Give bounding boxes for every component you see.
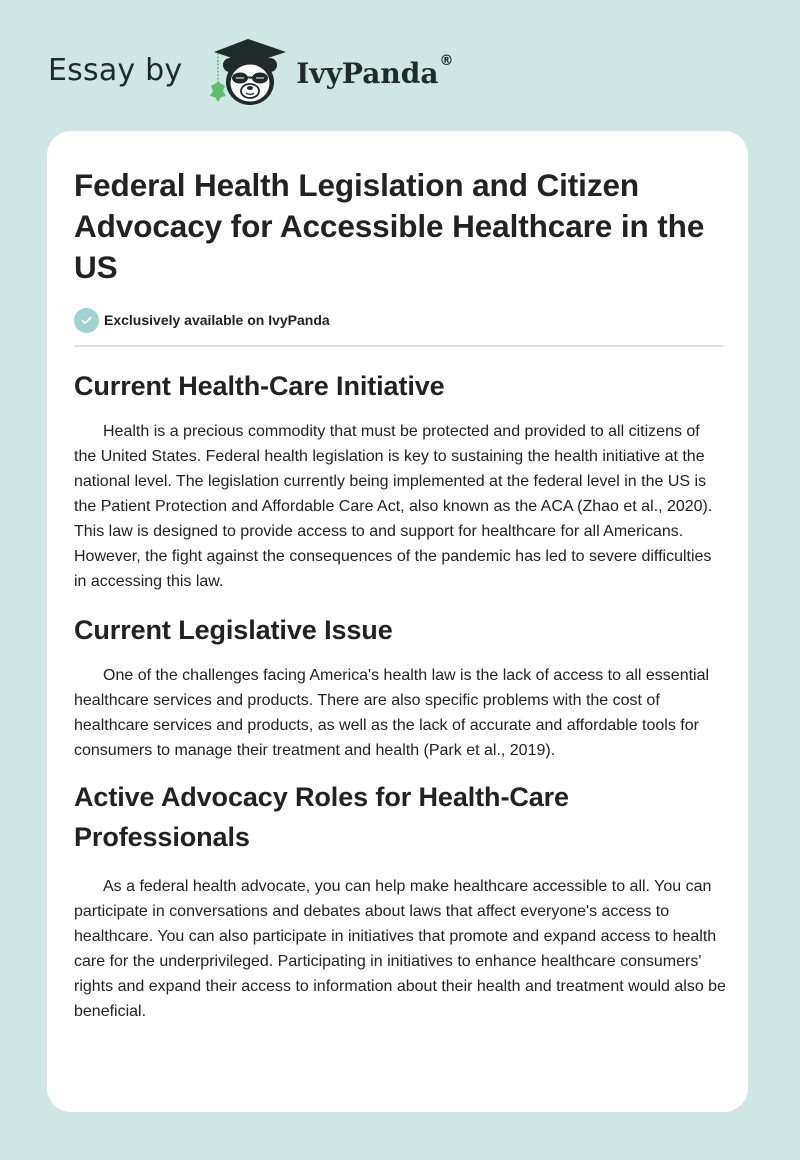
exclusive-badge bbox=[74, 308, 722, 332]
article-card bbox=[47, 131, 748, 1112]
check-circle-icon bbox=[74, 308, 99, 333]
section-current-health-care-initiative bbox=[74, 366, 722, 594]
section-paragraph: Health is a precious commodity that must be protected and provided to all citizens of the United States. Federal health legislation is key to sustaining the health initiative at the national level. The legislation currently being implemented at the federal level in the US is the Patient Protection and Affordable Care Act, also known as the ACA (Zhao et al., 2020). This law is designed to provide access to and support for healthcare for all Americans. However, the fight against the consequences of the pandemic has led to severe difficulties in accessing this law. bbox=[74, 423, 713, 590]
panda-logo-icon bbox=[200, 35, 290, 109]
article-title: Federal Health Legislation and Citizen Advocacy for Accessible Healthcare in the US bbox=[74, 167, 705, 285]
brand-header bbox=[48, 36, 453, 108]
brand-prefix: Essay by bbox=[48, 52, 183, 88]
section-paragraph: One of the challenges facing America's health law is the lack of access to all essential healthcare services and products. There are also specific problems with the cost of healthcare services and products, as well as the lack of accurate and affordable tools for consumers to manage their treatment and health (Park et al., 2019). bbox=[74, 667, 710, 759]
brand-name: IvyPanda® bbox=[296, 52, 454, 90]
section-heading: Current Health-Care Initiative bbox=[74, 371, 445, 401]
section-heading: Current Legislative Issue bbox=[74, 615, 393, 645]
title-divider bbox=[74, 345, 723, 347]
section-paragraph: As a federal health advocate, you can help make healthcare accessible to all. You can participate in conversations and debates about laws that affect everyone's access to healthcare. You can also participate in initiatives that promote and expand access to health care for the underprivileged. Participating in initiatives to enhance healthcare consumers' rights and expand their access to information about their health and treatment would also be beneficial. bbox=[74, 878, 726, 1020]
section-active-advocacy-roles bbox=[74, 777, 726, 1024]
registered-mark: ® bbox=[439, 52, 454, 69]
section-heading: Active Advocacy Roles for Health-Care Professionals bbox=[74, 782, 569, 852]
exclusive-label: Exclusively available on IvyPanda bbox=[104, 312, 330, 328]
section-current-legislative-issue bbox=[74, 610, 722, 763]
